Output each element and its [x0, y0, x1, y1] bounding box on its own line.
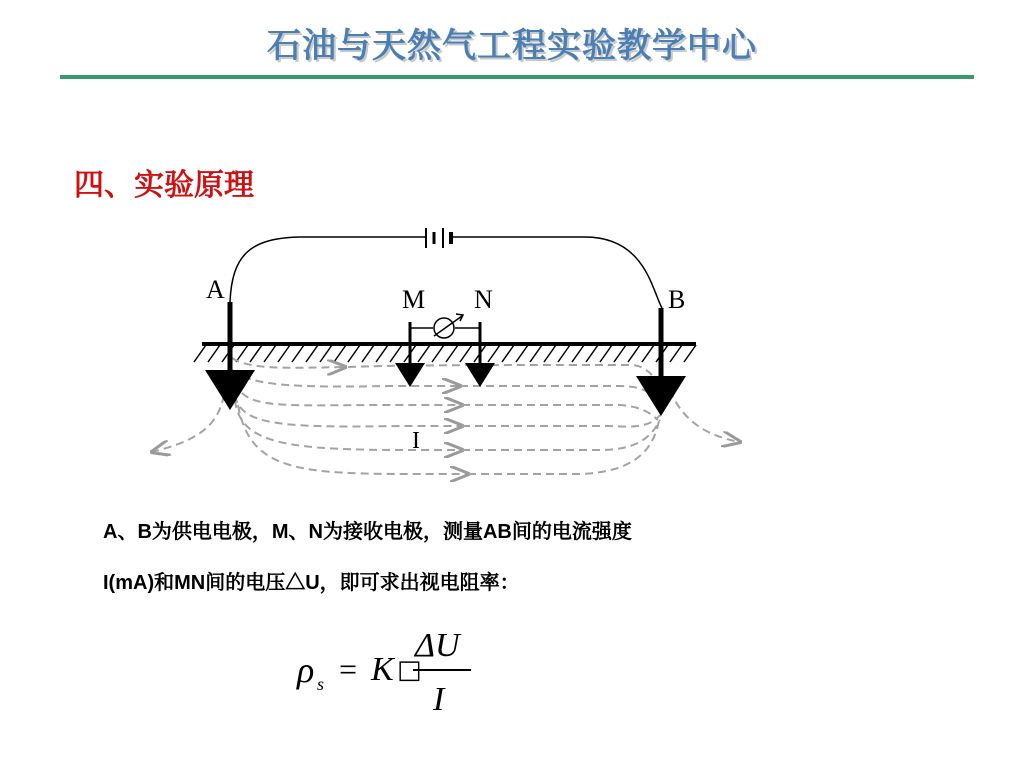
formula-subscript: s — [317, 674, 325, 694]
section-heading: 四、实验原理 — [74, 168, 254, 203]
supply-wire-left — [230, 237, 425, 302]
label-a: A — [206, 275, 225, 304]
label-m: M — [402, 285, 426, 314]
formula-rho: ρ — [297, 650, 315, 690]
description-line-1: A、B为供电电极，M、N为接收电极，测量AB间的电流强度 — [103, 521, 632, 543]
formula-denominator: I — [433, 681, 445, 718]
electrode-diagram — [140, 210, 760, 500]
formula-constant: K — [371, 651, 394, 688]
header-divider — [60, 75, 974, 79]
description-line-2: I(mA)和MN间的电压△U，即可求出视电阻率： — [103, 572, 520, 594]
formula-operator: □ — [397, 655, 422, 685]
current-flow-lines — [152, 358, 740, 474]
label-b: B — [668, 285, 686, 314]
battery-icon — [426, 228, 451, 248]
ground-hatching — [194, 345, 696, 362]
page-title: 石油与天然气工程实验教学中心 — [267, 26, 757, 66]
formula-numerator: ΔU — [415, 627, 460, 664]
label-n: N — [474, 285, 493, 314]
label-current: I — [412, 428, 420, 454]
resistivity-formula — [285, 620, 485, 720]
voltmeter-icon — [434, 314, 463, 338]
formula-equals: = — [339, 651, 358, 687]
